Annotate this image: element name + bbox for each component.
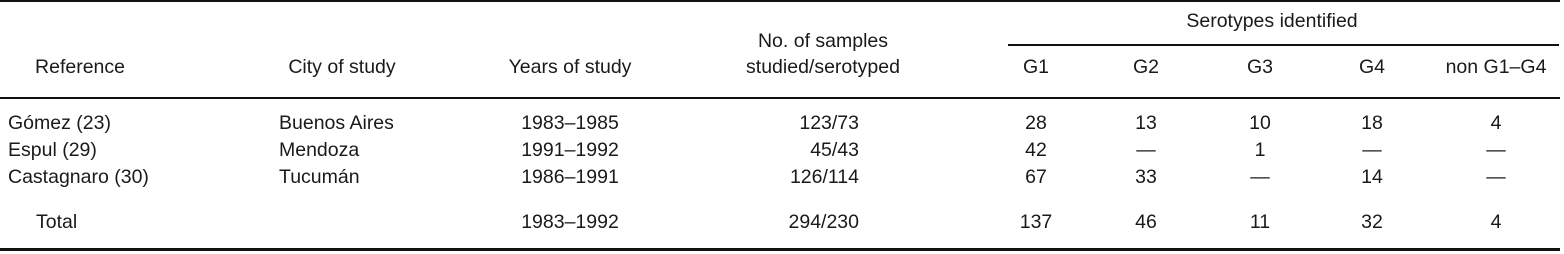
total-samples: 294/230 (788, 211, 859, 233)
row-2-reference: Espul (29) (8, 139, 97, 161)
row-3-city: Tucumán (279, 166, 360, 188)
row-1-g4: 18 (1361, 112, 1383, 134)
row-3-g3: — (1250, 166, 1270, 188)
header-bottom-rule (0, 97, 1560, 99)
table-top-rule (0, 0, 1560, 2)
row-2-g3: 1 (1254, 139, 1266, 161)
header-samples-line2: studied/serotyped (746, 56, 900, 78)
row-1-samples: 123/73 (799, 112, 859, 134)
header-years: Years of study (508, 56, 632, 78)
row-2-samples: 45/43 (810, 139, 859, 161)
header-g2: G2 (1132, 56, 1160, 78)
row-2-g4: — (1362, 139, 1382, 161)
row-2-city: Mendoza (279, 139, 360, 161)
row-1-g2: 13 (1135, 112, 1157, 134)
row-3-reference: Castagnaro (30) (8, 166, 149, 188)
row-2-g1: 42 (1025, 139, 1047, 161)
header-serotypes-group: Serotypes identified (1186, 10, 1358, 32)
header-reference: Reference (35, 56, 125, 78)
total-g1: 137 (1019, 211, 1053, 233)
row-1-city: Buenos Aires (279, 112, 394, 134)
header-g1: G1 (1022, 56, 1050, 78)
row-3-g1: 67 (1025, 166, 1047, 188)
row-1-reference: Gómez (23) (8, 112, 111, 134)
header-samples-line1: No. of samples (757, 30, 889, 52)
total-g4: 32 (1361, 211, 1383, 233)
row-3-g2: 33 (1135, 166, 1157, 188)
row-2-g2: — (1136, 139, 1156, 161)
row-3-g4: 14 (1361, 166, 1383, 188)
row-2-non-g1-g4: — (1486, 139, 1506, 161)
row-1-years: 1983–1985 (521, 112, 619, 134)
header-non-g1-g4: non G1–G4 (1445, 56, 1547, 78)
serotypes-group-rule (1008, 44, 1559, 46)
row-1-g1: 28 (1025, 112, 1047, 134)
row-3-samples: 126/114 (789, 166, 859, 188)
row-3-non-g1-g4: — (1486, 166, 1506, 188)
header-g3: G3 (1246, 56, 1274, 78)
row-2-years: 1991–1992 (521, 139, 619, 161)
total-label: Total (36, 211, 78, 233)
total-non-g1-g4: 4 (1490, 211, 1502, 233)
header-city: City of study (288, 56, 396, 78)
total-g2: 46 (1135, 211, 1157, 233)
row-1-g3: 10 (1249, 112, 1271, 134)
table-bottom-rule (0, 248, 1560, 251)
row-3-years: 1986–1991 (521, 166, 619, 188)
total-years: 1983–1992 (521, 211, 619, 233)
header-g4: G4 (1358, 56, 1386, 78)
row-1-non-g1-g4: 4 (1490, 112, 1502, 134)
total-g3: 11 (1249, 211, 1271, 233)
